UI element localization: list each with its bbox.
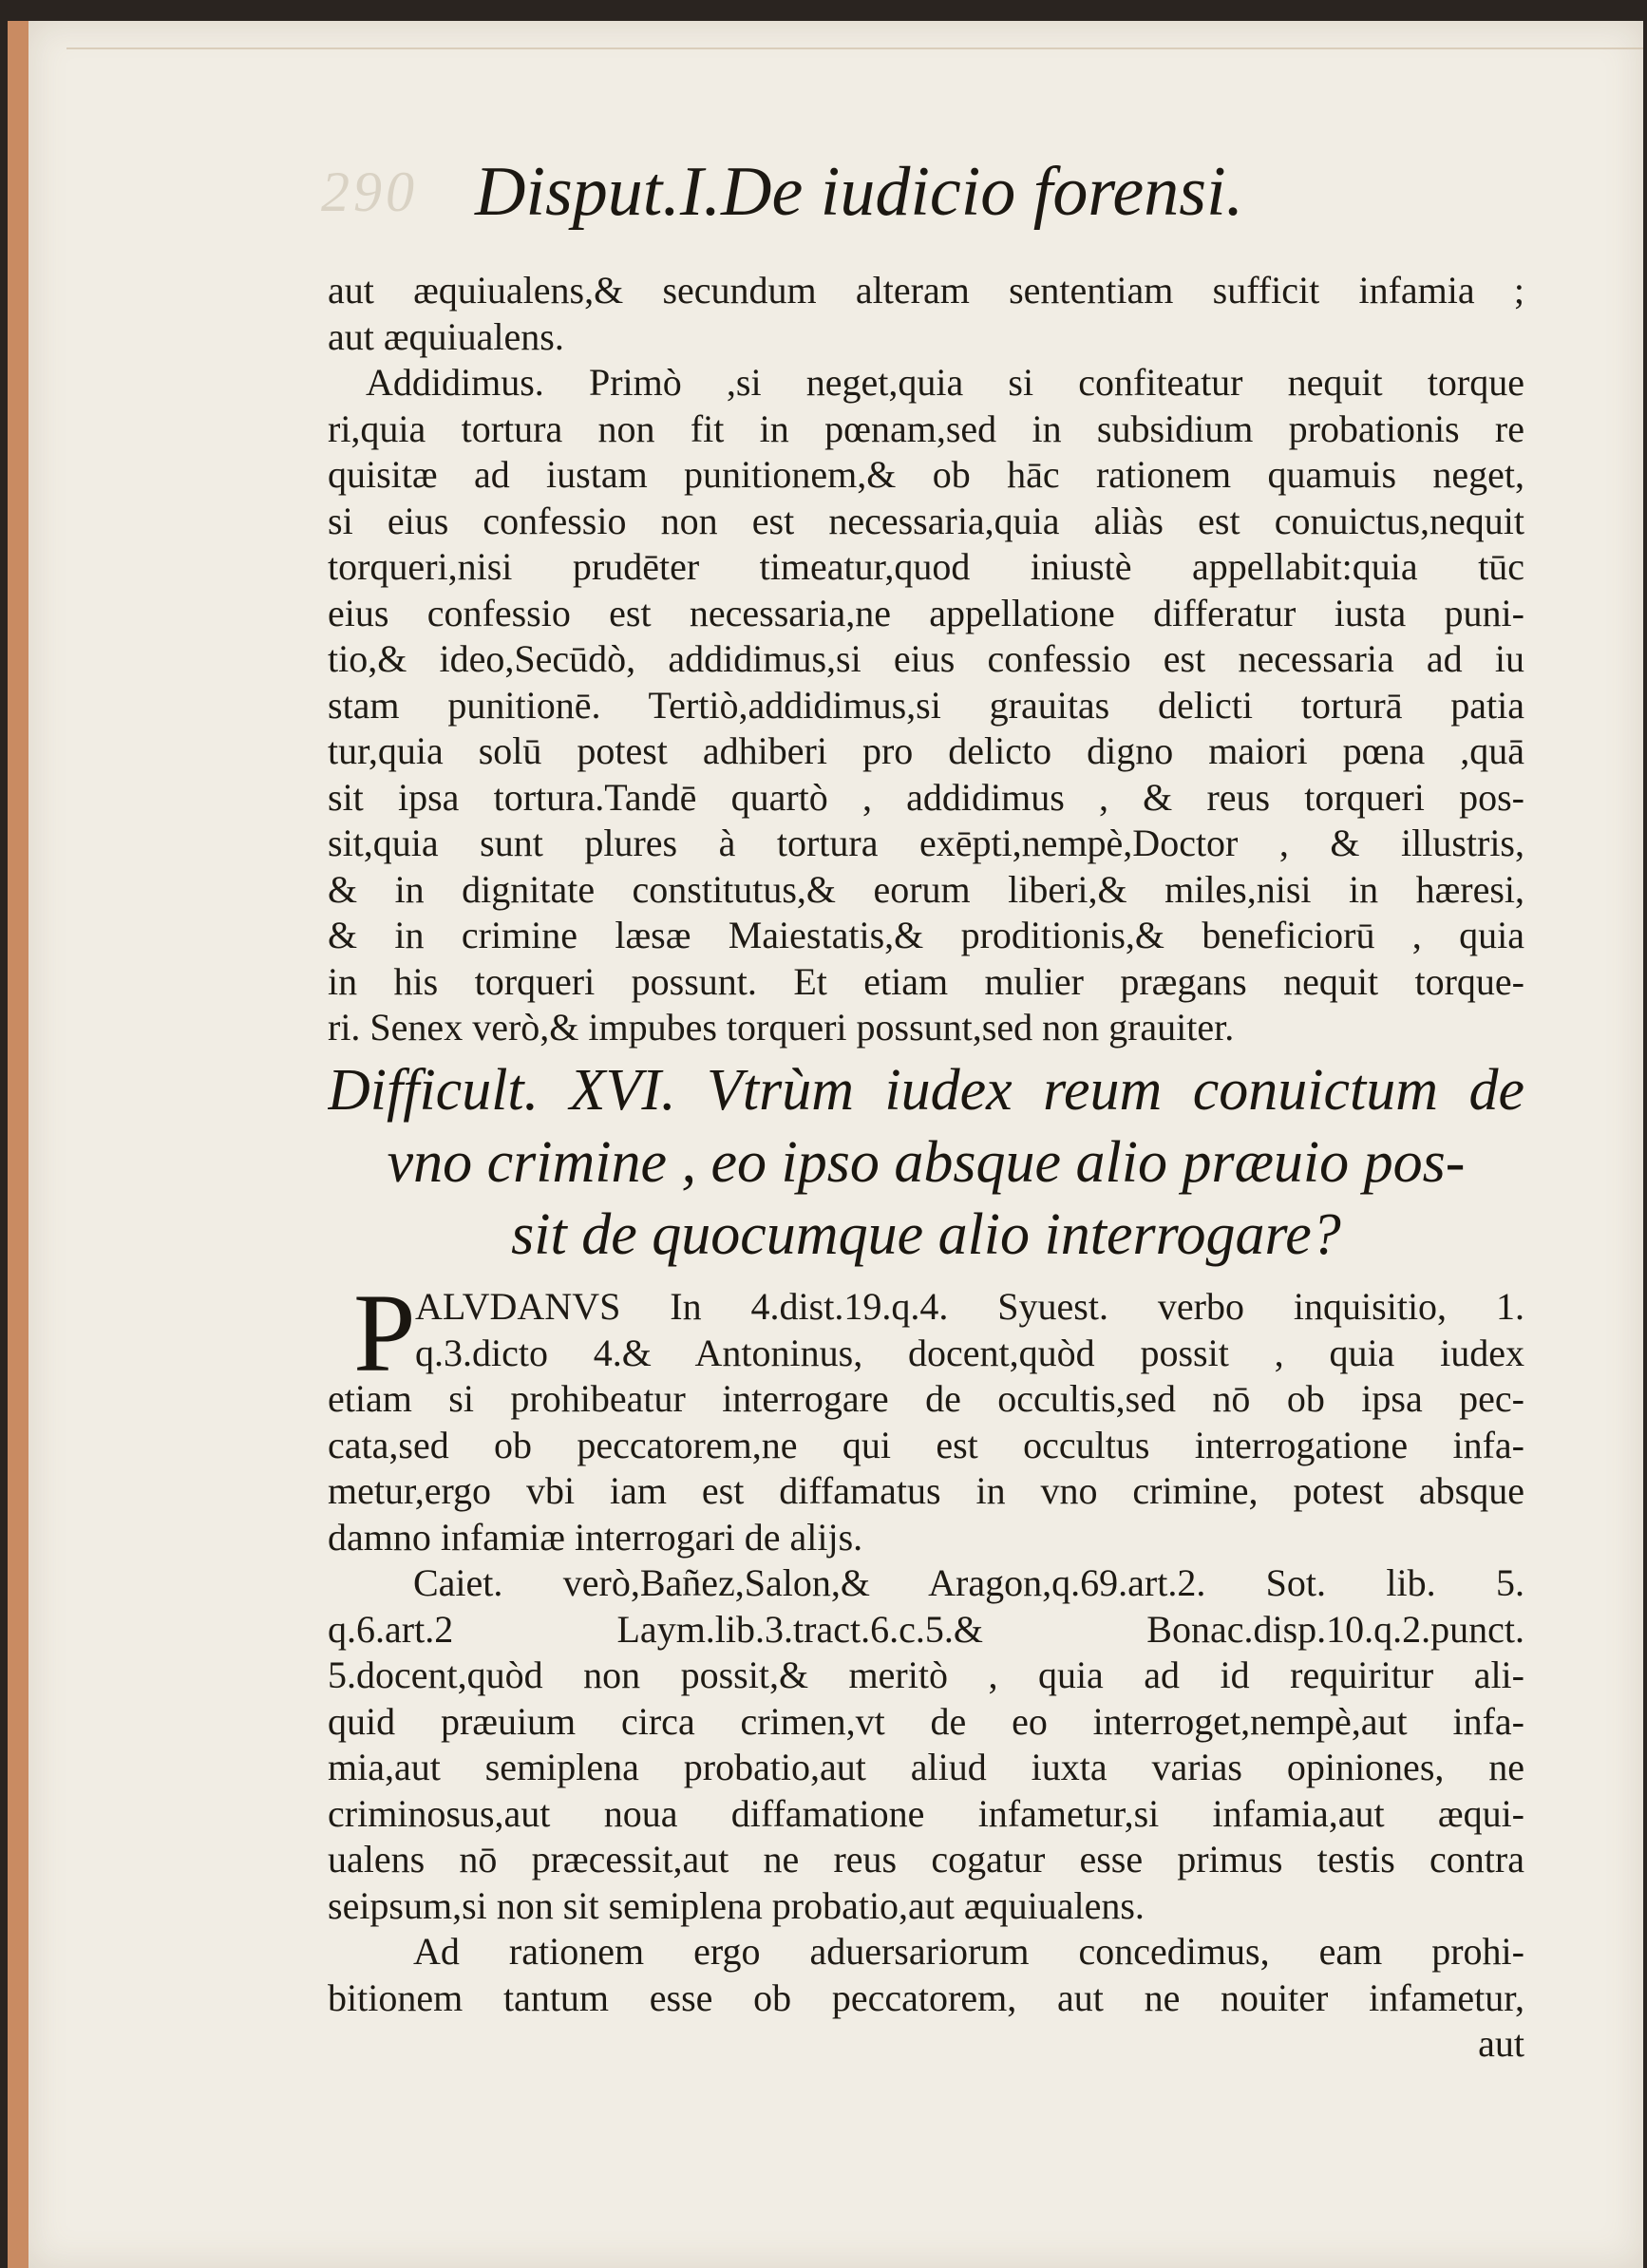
text-line: & in dignitate constitutus,& eorum liberi,& miles,nisi in hæresi,: [328, 867, 1524, 911]
text-line: sit,quia sunt plures à tortura exēpti,nempè,Doctor , & illustris,: [328, 822, 1524, 864]
text-line: Ad rationem ergo aduersariorum concedimus, eam prohi-: [413, 1930, 1524, 1973]
body-block-2: [328, 1284, 1524, 2068]
text-line: sit ipsa tortura.Tandē quartò , addidimus , & reus torqueri pos-: [328, 775, 1524, 819]
text-line: torqueri,nisi prudēter timeatur,quod iniustè appellabit:quia tūc: [328, 545, 1524, 588]
difficulty-title: [328, 1054, 1524, 1271]
text-line: eius confessio est necessaria,ne appellatione differatur iusta puni-: [328, 591, 1524, 634]
text-line: ri. Senex verò,& impubes torqueri possunt,sed non grauiter.: [328, 1006, 1235, 1049]
text-line: bitionem tantum esse ob peccatorem, aut ne nouiter infametur,: [328, 1975, 1524, 2019]
drop-cap: P: [353, 1271, 416, 1395]
page-top-rule: [66, 47, 1643, 49]
text-line: aut æquiualens.: [328, 314, 564, 358]
text-line: cata,sed ob peccatorem,ne qui est occultus interrogatione infa-: [328, 1423, 1524, 1466]
text-line: ALVDANVS In 4.dist.19.q.4. Syuest. verbo inquisitio, 1.: [415, 1285, 1524, 1328]
text-line: Caiet. verò,Bañez,Salon,& Aragon,q.69.art.2. Sot. lib. 5.: [413, 1561, 1524, 1604]
body-block-1: [328, 268, 1524, 1051]
text-line: mia,aut semiplena probatio,aut aliud iuxta varias opiniones, ne: [328, 1746, 1524, 1788]
title-line: Difficult. XVI. Vtrùm iudex reum conuictum de: [328, 1058, 1524, 1123]
text-line: damno infamiæ interrogari de alijs.: [328, 1515, 863, 1559]
text-line: metur,ergo vbi iam est diffamatus in vno crimine, potest absque: [328, 1469, 1524, 1512]
text-line: tur,quia solū potest adhiberi pro delicto digno maiori pœna ,quā: [328, 729, 1524, 772]
text-line: aut æquiualens,& secundum alteram sententiam sufficit infamia ;: [328, 269, 1524, 312]
text-line: Addidimus. Primò ,si neget,quia si confiteatur nequit torque: [366, 361, 1524, 404]
text-line: in his torqueri possunt. Et etiam mulier prægans nequit torque-: [328, 959, 1524, 1003]
text-line: quisitæ ad iustam punitionem,& ob hāc rationem quamuis neget,: [328, 453, 1524, 496]
text-line: ualens nō præcessit,aut ne reus cogatur esse primus testis contra: [328, 1838, 1524, 1881]
text-line: etiam si prohibeatur interrogare de occultis,sed nō ob ipsa pec-: [328, 1377, 1524, 1420]
text-line: criminosus,aut noua diffamatione infametur,si infamia,aut æqui-: [328, 1791, 1524, 1835]
text-line: ri,quia tortura non fit in pœnam,sed in subsidium probationis re: [328, 406, 1524, 450]
text-line: q.6.art.2 Laym.lib.3.tract.6.c.5.& Bonac.disp.10.q.2.punct.: [328, 1607, 1524, 1651]
title-line: vno crimine , eo ipso absque alio præuio pos-: [387, 1130, 1466, 1195]
text-line: si eius confessio non est necessaria,quia aliàs est conuictus,nequit: [328, 499, 1524, 542]
ghost-page-number: 290: [321, 161, 418, 223]
title-line: sit de quocumque alio interrogare?: [511, 1202, 1341, 1267]
text-line: 5.docent,quòd non possit,& meritò , quia ad id requiritur ali-: [328, 1654, 1524, 1696]
catchword: aut: [1478, 2022, 1524, 2065]
text-line: & in crimine læsæ Maiestatis,& proditionis,& beneficiorū , quia: [328, 914, 1524, 956]
text-line: stam punitionē. Tertiò,addidimus,si grauitas delicti torturā patia: [328, 683, 1524, 727]
running-header: Disput.I.De iudicio forensi.: [475, 153, 1244, 231]
text-line: q.3.dicto 4.& Antoninus, docent,quòd possit , quia iudex: [415, 1331, 1524, 1374]
text-line: tio,& ideo,Secūdò, addidimus,si eius confessio est necessaria ad iu: [328, 637, 1524, 680]
text-line: quid præuium circa crimen,vt de eo interroget,nempè,aut infa-: [328, 1699, 1524, 1743]
text-line: seipsum,si non sit semiplena probatio,aut æquiualens.: [328, 1883, 1145, 1927]
